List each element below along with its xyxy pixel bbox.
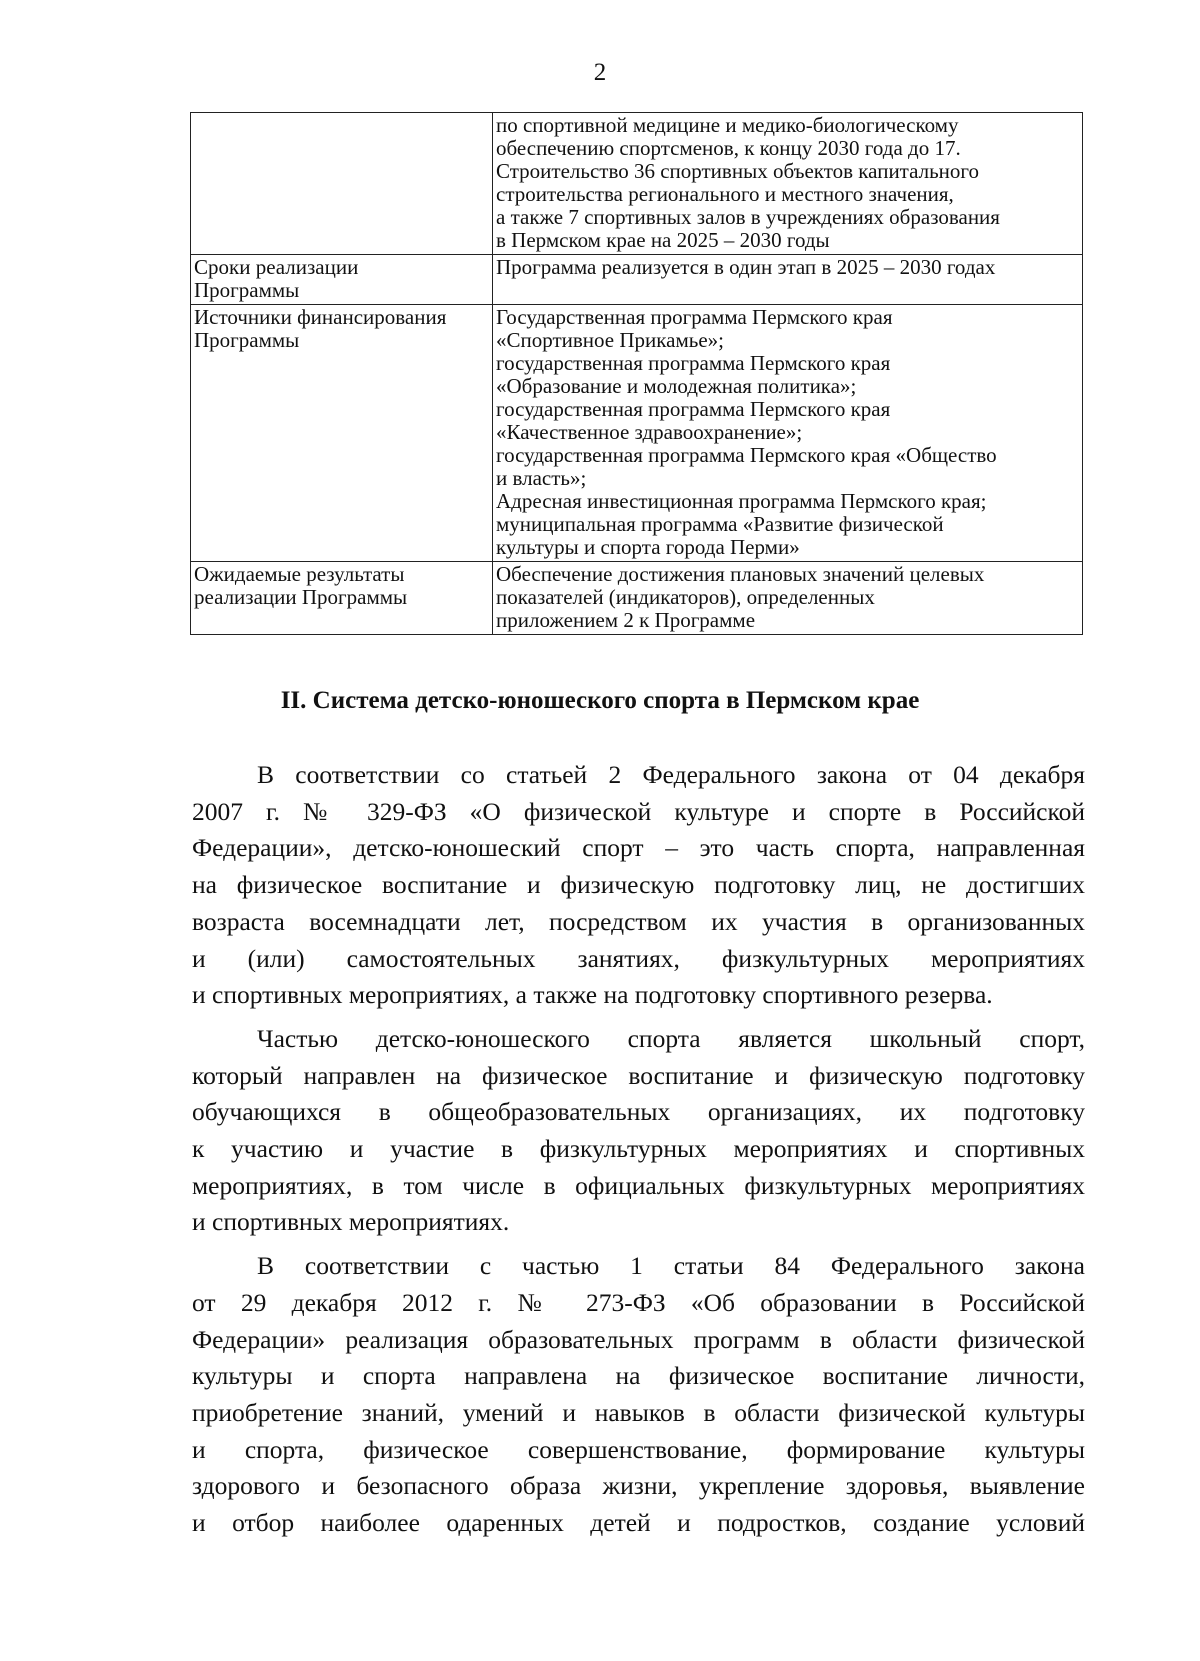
- table-label-line: Программы: [194, 278, 300, 302]
- table-text-line: Программа реализуется в один этап в 2025 – 2030 годах: [496, 255, 996, 279]
- program-passport-table: [190, 112, 1083, 635]
- paragraph-line: мероприятиях, в том числе в официальных физкультурных мероприятиях: [192, 1170, 1085, 1200]
- paragraph-line: и (или) самостоятельных занятиях, физкультурных мероприятиях: [192, 943, 1085, 973]
- table-text-line: Обеспечение достижения плановых значений целевых: [496, 562, 985, 586]
- table-row: [191, 305, 1083, 562]
- paragraph-line: В соответствии со статьей 2 Федерального закона от 04 декабря: [257, 760, 1085, 789]
- page-number: 2: [593, 59, 607, 86]
- paragraph-line: возраста восемнадцати лет, посредством их участия в организованных: [192, 906, 1085, 936]
- table-text-line: государственная программа Пермского края: [496, 397, 891, 421]
- paragraph-line: который направлен на физическое воспитание и физическую подготовку: [192, 1060, 1085, 1090]
- paragraph-line: Федерации» реализация образовательных программ в области физической: [192, 1324, 1085, 1354]
- table-text-line: показателей (индикаторов), определенных: [496, 585, 875, 609]
- table-text-line: а также 7 спортивных залов в учреждениях образования: [496, 205, 1000, 229]
- table-text-line: по спортивной медицине и медико-биологическому: [496, 113, 959, 137]
- table-text-line: культуры и спорта города Перми»: [496, 535, 800, 559]
- table-label-line: Источники финансирования: [194, 305, 447, 329]
- table-text-line: обеспечению спортсменов, к концу 2030 года до 17.: [496, 136, 961, 160]
- table-text-line: Государственная программа Пермского края: [496, 305, 893, 329]
- table-body: [191, 113, 1083, 635]
- paragraph-line: здорового и безопасного образа жизни, укрепление здоровья, выявление: [192, 1471, 1085, 1501]
- paragraph: [192, 1021, 1085, 1241]
- paragraph-line: обучающихся в общеобразовательных организациях, их подготовку: [192, 1097, 1085, 1127]
- table-label-cell: [191, 562, 493, 635]
- section-heading: II. Система детско-юношеского спорта в Пермском крае: [280, 687, 920, 714]
- paragraph-line: и спортивных мероприятиях.: [192, 1207, 510, 1237]
- table-value-cell: [493, 305, 1083, 562]
- paragraph-line: В соответствии с частью 1 статьи 84 Федерального закона: [257, 1251, 1085, 1281]
- paragraph-line: культуры и спорта направлена на физическое воспитание личности,: [192, 1361, 1085, 1391]
- table-row: [191, 255, 1083, 305]
- paragraph-line: 2007 г. № 329-ФЗ «О физической культуре и спорте в Российской: [192, 796, 1085, 826]
- paragraph-line: и спорта, физическое совершенствование, формирование культуры: [192, 1434, 1085, 1464]
- paragraph-line: к участию и участие в физкультурных мероприятиях и спортивных: [192, 1134, 1085, 1164]
- paragraph-line: на физическое воспитание и физическую подготовку лиц, не достигших: [192, 870, 1085, 900]
- table-label-line: реализации Программы: [194, 585, 408, 609]
- table-label-cell: [191, 255, 493, 305]
- table-text-line: и власть»;: [496, 466, 587, 490]
- table-text-line: приложением 2 к Программе: [496, 608, 756, 632]
- table-label-line: Сроки реализации: [194, 255, 359, 279]
- table-text-line: муниципальная программа «Развитие физической: [496, 512, 944, 536]
- table-text-line: строительства регионального и местного значения,: [496, 182, 954, 206]
- table-value-cell: [493, 562, 1083, 635]
- table-value-cell: [493, 113, 1083, 255]
- paragraph-line: и спортивных мероприятиях, а также на подготовку спортивного резерва.: [192, 980, 993, 1010]
- table-row: [191, 113, 1083, 255]
- table-value-cell: [493, 255, 1083, 305]
- table-row: [191, 562, 1083, 635]
- paragraph: [192, 1248, 1085, 1542]
- table-text-line: «Образование и молодежная политика»;: [496, 374, 857, 398]
- table-label-cell: [191, 113, 493, 255]
- paragraph-line: Федерации», детско-юношеский спорт – это часть спорта, направленная: [192, 833, 1085, 863]
- table-text-line: «Спортивное Прикамье»;: [496, 328, 724, 352]
- table-label-line: Программы: [194, 328, 300, 352]
- table-label-line: Ожидаемые результаты: [194, 562, 405, 586]
- paragraph-line: приобретение знаний, умений и навыков в области физической культуры: [192, 1397, 1085, 1427]
- paragraph-line: Частью детско-юношеского спорта является школьный спорт,: [257, 1023, 1085, 1053]
- table-text-line: Строительство 36 спортивных объектов капитального: [496, 159, 979, 183]
- table-text-line: Адресная инвестиционная программа Пермского края;: [496, 489, 987, 513]
- table-text-line: государственная программа Пермского края «Общество: [496, 443, 997, 467]
- paragraph-line: и отбор наиболее одаренных детей и подростков, создание условий: [192, 1508, 1085, 1538]
- body-text: [192, 757, 1085, 1542]
- paragraph: [192, 757, 1085, 1014]
- paragraph-line: от 29 декабря 2012 г. № 273-ФЗ «Об образовании в Российской: [192, 1287, 1085, 1317]
- table-text-line: государственная программа Пермского края: [496, 351, 891, 375]
- table-text-line: в Пермском крае на 2025 – 2030 годы: [496, 228, 830, 252]
- table-text-line: «Качественное здравоохранение»;: [496, 420, 803, 444]
- table-label-cell: [191, 305, 493, 562]
